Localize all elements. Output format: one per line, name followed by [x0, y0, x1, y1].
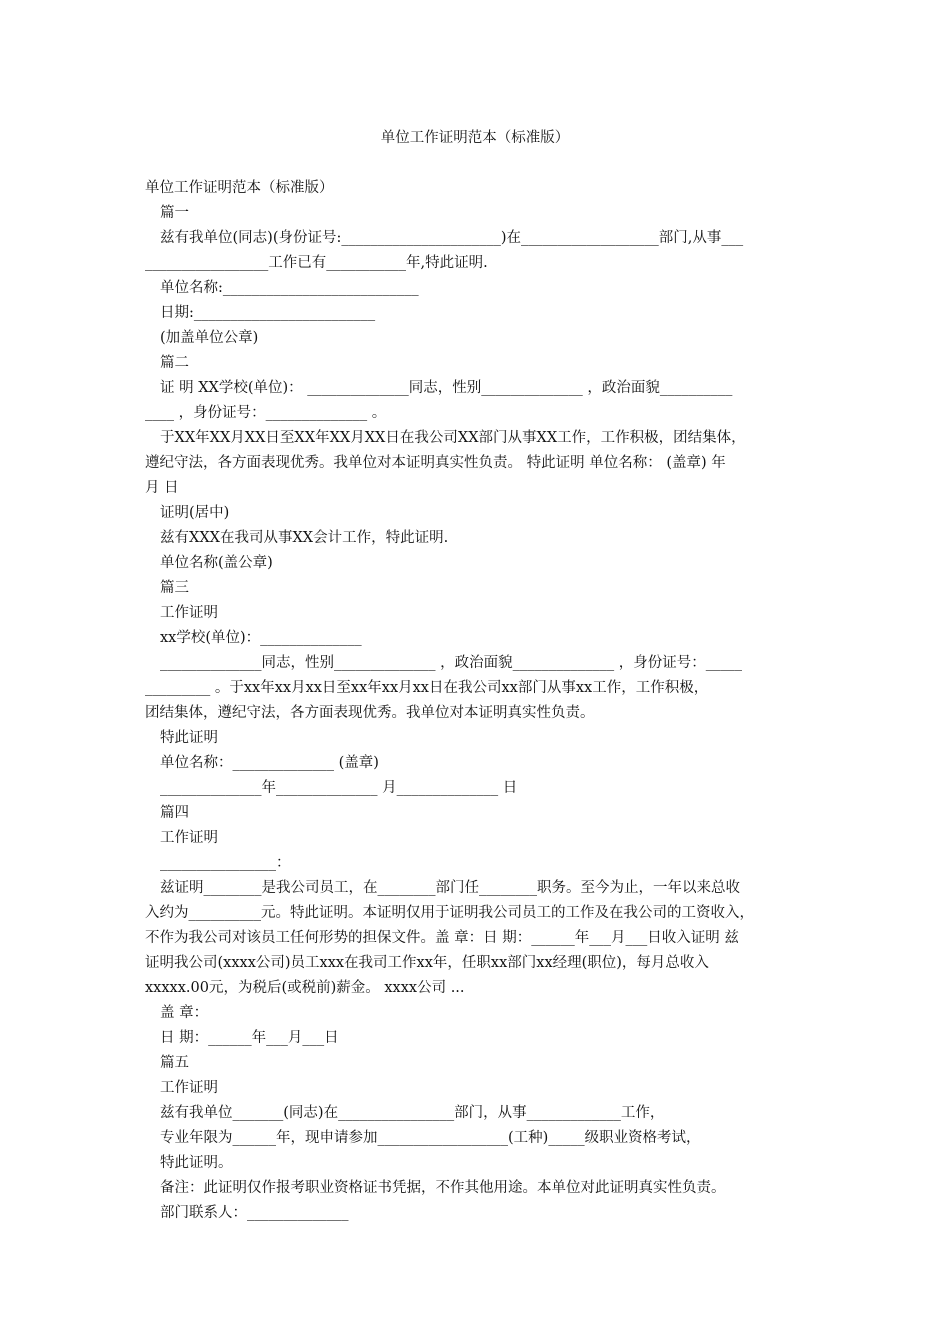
paragraph-line: _________ 。于xx年xx月xx日至xx年xx月xx日在我公司xx部门从事xx工作，工作积极， — [145, 680, 709, 696]
contact-line: 部门联系人：______________ — [160, 1205, 349, 1221]
certificate-centered-heading: 证明(居中) — [160, 505, 230, 521]
paragraph-line: 于XX年XX月XX日至XX年XX月XX日在我公司XX部门从事XX工作，工作积极，团结集体， — [160, 430, 746, 446]
date-line: 日 期：______年___月___日 — [160, 1030, 339, 1046]
date-line: 日期:_________________________ — [160, 305, 376, 321]
part-three-heading: 篇三 — [160, 580, 189, 596]
section-heading: 单位工作证明范本（标准版） — [145, 180, 334, 196]
paragraph-line: 证明我公司(xxxx公司)员工xxx在我司工作xx年，任职xx部门xx经理(职位)，每月总收入 — [145, 955, 709, 971]
paragraph-line: ____ ，身份证号：______________ 。 — [145, 405, 387, 421]
certificate-heading: 工作证明 — [160, 830, 218, 846]
paragraph-line: 团结集体，遵纪守法，各方面表现优秀。我单位对本证明真实性负责。 — [145, 705, 595, 721]
certify-line: 特此证明。 — [160, 1155, 233, 1171]
date-line: ______________年______________ 月______________ 日 — [160, 780, 518, 796]
document-title: 单位工作证明范本（标准版） — [380, 130, 570, 146]
paragraph-line: 遵纪守法，各方面表现优秀。我单位对本证明真实性负责。 特此证明 单位名称： (盖章) 年 — [145, 455, 726, 471]
seal-line: 盖 章： — [160, 1005, 209, 1021]
certificate-heading: 工作证明 — [160, 605, 218, 621]
paragraph-line: 证 明 XX学校(单位)： ______________同志，性别______________ ，政治面貌__________ — [160, 380, 733, 396]
paragraph-line: 兹有我单位_______(同志)在________________部门，从事_____________工作， — [160, 1105, 665, 1121]
paragraph-line: _________________工作已有___________年,特此证明. — [145, 255, 488, 271]
paragraph-line: ______________同志，性别______________ ，政治面貌______________ ，身份证号：_____ — [160, 655, 742, 671]
paragraph-line: 不作为我公司对该员工任何形势的担保文件。盖 章：日 期：______年___月___日收入证明 兹 — [145, 930, 739, 946]
addressee-line: ________________： — [160, 855, 291, 871]
paragraph-line: 兹有我单位(同志)(身份证号:______________________)在___________________部门,从事___ — [160, 230, 744, 246]
part-two-heading: 篇二 — [160, 355, 189, 371]
paragraph-line: xxxxx.00元，为税后(或税前)薪金。 xxxx公司 ... — [145, 980, 465, 996]
part-five-heading: 篇五 — [160, 1055, 189, 1071]
part-four-heading: 篇四 — [160, 805, 189, 821]
part-one-heading: 篇一 — [160, 205, 189, 221]
paragraph-line: 月 日 — [145, 480, 179, 496]
certify-line: 特此证明 — [160, 730, 218, 746]
unit-seal-line: 单位名称(盖公章) — [160, 555, 273, 571]
certificate-heading: 工作证明 — [160, 1080, 218, 1096]
paragraph-line: 兹有XXX在我司从事XX会计工作，特此证明. — [160, 530, 449, 546]
school-line: xx学校(单位)：______________ — [160, 630, 362, 646]
seal-note: (加盖单位公章) — [160, 330, 259, 346]
unit-name-line: 单位名称:___________________________ — [160, 280, 419, 296]
paragraph-line: 入约为__________元。特此证明。本证明仅用于证明我公司员工的工作及在我公司的工资收入， — [145, 905, 754, 921]
remark-line: 备注：此证明仅作报考职业资格证书凭据，不作其他用途。本单位对此证明真实性负责。 — [160, 1180, 726, 1196]
paragraph-line: 专业年限为______年，现申请参加__________________(工种)_____级职业资格考试， — [160, 1130, 701, 1146]
unit-name-line: 单位名称：______________ (盖章) — [160, 755, 379, 771]
paragraph-line: 兹证明________是我公司员工，在________部门任________职务。至今为止，一年以来总收 — [160, 880, 740, 896]
